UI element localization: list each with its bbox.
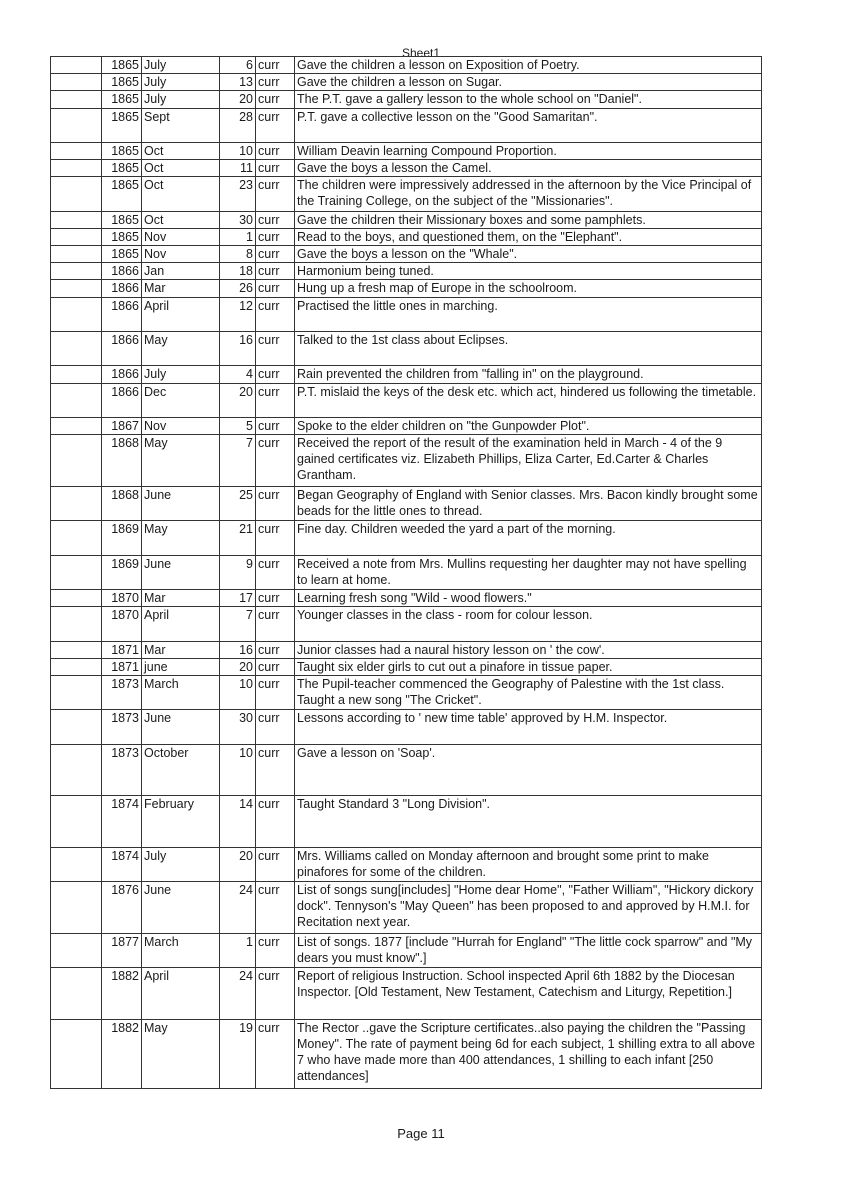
entry-cell: Gave the boys a lesson the Camel. (295, 160, 762, 177)
row-margin-cell (51, 607, 102, 641)
day-cell: 1 (220, 933, 256, 967)
table-row (51, 418, 762, 435)
entry-cell: Learning fresh song "Wild - wood flowers." (295, 589, 762, 606)
year-cell: 1870 (102, 607, 142, 641)
entry-cell: Began Geography of England with Senior classes. Mrs. Bacon kindly brought some beads for the little ones to thread. (295, 486, 762, 520)
month-cell: Mar (142, 641, 220, 658)
year-cell: 1866 (102, 297, 142, 331)
table-row (51, 228, 762, 245)
type-cell: curr (256, 589, 295, 606)
entry-cell: The children were impressively addressed in the afternoon by the Vice Principal of the Training College, on the subject of the "Missionaries". (295, 177, 762, 211)
row-margin-cell (51, 332, 102, 366)
row-margin-cell (51, 383, 102, 417)
month-cell: April (142, 607, 220, 641)
entry-cell: Taught six elder girls to cut out a pinafore in tissue paper. (295, 658, 762, 675)
entry-cell: Junior classes had a naural history lesson on ' the cow'. (295, 641, 762, 658)
type-cell: curr (256, 280, 295, 297)
type-cell: curr (256, 555, 295, 589)
entry-cell: Gave a lesson on 'Soap'. (295, 744, 762, 796)
row-margin-cell (51, 521, 102, 555)
type-cell: curr (256, 177, 295, 211)
type-cell: curr (256, 211, 295, 228)
table-row (51, 882, 762, 934)
year-cell: 1873 (102, 675, 142, 709)
entry-cell: List of songs sung[includes] "Home dear Home", "Father William", "Hickory dickory dock". Tennyson's "May Queen" has been proposed to and approved by H.M.I. for Recitation next year. (295, 882, 762, 934)
row-margin-cell (51, 486, 102, 520)
table-row (51, 933, 762, 967)
row-margin-cell (51, 57, 102, 74)
day-cell: 9 (220, 555, 256, 589)
day-cell: 20 (220, 847, 256, 881)
entry-cell: List of songs. 1877 [include "Hurrah for England" "The little cock sparrow" and "My dears you must know".] (295, 933, 762, 967)
day-cell: 17 (220, 589, 256, 606)
day-cell: 6 (220, 57, 256, 74)
type-cell: curr (256, 160, 295, 177)
month-cell: Nov (142, 228, 220, 245)
entry-cell: Received the report of the result of the examination held in March - 4 of the 9 gained certificates viz. Elizabeth Phillips, Eliza Carter, Ed.Carter & Charles Grantham. (295, 435, 762, 487)
type-cell: curr (256, 418, 295, 435)
row-margin-cell (51, 142, 102, 159)
day-cell: 20 (220, 383, 256, 417)
year-cell: 1865 (102, 228, 142, 245)
year-cell: 1866 (102, 263, 142, 280)
table-row (51, 91, 762, 108)
type-cell: curr (256, 1019, 295, 1088)
day-cell: 28 (220, 108, 256, 142)
row-margin-cell (51, 280, 102, 297)
year-cell: 1868 (102, 435, 142, 487)
type-cell: curr (256, 796, 295, 848)
table-row (51, 744, 762, 796)
table-row (51, 589, 762, 606)
type-cell: curr (256, 366, 295, 383)
year-cell: 1866 (102, 383, 142, 417)
table-row (51, 796, 762, 848)
month-cell: May (142, 435, 220, 487)
month-cell: March (142, 675, 220, 709)
year-cell: 1870 (102, 589, 142, 606)
entry-cell: Hung up a fresh map of Europe in the schoolroom. (295, 280, 762, 297)
row-margin-cell (51, 744, 102, 796)
row-margin-cell (51, 246, 102, 263)
month-cell: June (142, 710, 220, 744)
year-cell: 1882 (102, 968, 142, 1020)
month-cell: Jan (142, 263, 220, 280)
type-cell: curr (256, 383, 295, 417)
entry-cell: P.T. mislaid the keys of the desk etc. which act, hindered us following the timetable. (295, 383, 762, 417)
month-cell: July (142, 57, 220, 74)
day-cell: 4 (220, 366, 256, 383)
row-margin-cell (51, 263, 102, 280)
month-cell: Oct (142, 177, 220, 211)
month-cell: July (142, 366, 220, 383)
year-cell: 1874 (102, 796, 142, 848)
type-cell: curr (256, 91, 295, 108)
row-margin-cell (51, 675, 102, 709)
year-cell: 1873 (102, 744, 142, 796)
entry-cell: Harmonium being tuned. (295, 263, 762, 280)
table-row (51, 847, 762, 881)
month-cell: Mar (142, 280, 220, 297)
entry-cell: William Deavin learning Compound Proportion. (295, 142, 762, 159)
row-margin-cell (51, 160, 102, 177)
year-cell: 1865 (102, 57, 142, 74)
day-cell: 26 (220, 280, 256, 297)
month-cell: May (142, 521, 220, 555)
entry-cell: Gave the children a lesson on Exposition of Poetry. (295, 57, 762, 74)
month-cell: Oct (142, 160, 220, 177)
entry-cell: Fine day. Children weeded the yard a part of the morning. (295, 521, 762, 555)
day-cell: 10 (220, 744, 256, 796)
table-row (51, 968, 762, 1020)
row-margin-cell (51, 882, 102, 934)
table-row (51, 297, 762, 331)
month-cell: Dec (142, 383, 220, 417)
day-cell: 18 (220, 263, 256, 280)
type-cell: curr (256, 108, 295, 142)
entry-cell: Spoke to the elder children on "the Gunpowder Plot". (295, 418, 762, 435)
row-margin-cell (51, 555, 102, 589)
type-cell: curr (256, 57, 295, 74)
table-row (51, 366, 762, 383)
entry-cell: Report of religious Instruction. School inspected April 6th 1882 by the Diocesan Inspector. [Old Testament, New Testament, Catechism and Liturgy, Repetition.] (295, 968, 762, 1020)
row-margin-cell (51, 796, 102, 848)
month-cell: Sept (142, 108, 220, 142)
type-cell: curr (256, 658, 295, 675)
entry-cell: Gave the children a lesson on Sugar. (295, 74, 762, 91)
row-margin-cell (51, 658, 102, 675)
month-cell: May (142, 332, 220, 366)
type-cell: curr (256, 142, 295, 159)
table-row (51, 607, 762, 641)
year-cell: 1871 (102, 641, 142, 658)
row-margin-cell (51, 1019, 102, 1088)
day-cell: 12 (220, 297, 256, 331)
row-margin-cell (51, 91, 102, 108)
table-row (51, 142, 762, 159)
table-row (51, 1019, 762, 1088)
month-cell: July (142, 74, 220, 91)
entry-cell: Lessons according to ' new time table' approved by H.M. Inspector. (295, 710, 762, 744)
table-row (51, 675, 762, 709)
day-cell: 8 (220, 246, 256, 263)
year-cell: 1877 (102, 933, 142, 967)
table-row (51, 263, 762, 280)
row-margin-cell (51, 710, 102, 744)
year-cell: 1867 (102, 418, 142, 435)
type-cell: curr (256, 933, 295, 967)
day-cell: 10 (220, 142, 256, 159)
type-cell: curr (256, 297, 295, 331)
table-row (51, 177, 762, 211)
month-cell: July (142, 847, 220, 881)
month-cell: Nov (142, 246, 220, 263)
year-cell: 1865 (102, 142, 142, 159)
year-cell: 1865 (102, 160, 142, 177)
type-cell: curr (256, 607, 295, 641)
day-cell: 7 (220, 607, 256, 641)
year-cell: 1876 (102, 882, 142, 934)
year-cell: 1865 (102, 74, 142, 91)
entry-cell: Practised the little ones in marching. (295, 297, 762, 331)
logbook-table (50, 56, 762, 1089)
entry-cell: P.T. gave a collective lesson on the "Good Samaritan". (295, 108, 762, 142)
month-cell: April (142, 297, 220, 331)
year-cell: 1866 (102, 280, 142, 297)
entry-cell: The Rector ..gave the Scripture certificates..also paying the children the "Passing Money". The rate of payment being 6d for each subject, 1 shilling extra to all above 7 who have made more than 400 attendances, 1 shilling to each infant [250 attendances] (295, 1019, 762, 1088)
entry-cell: The P.T. gave a gallery lesson to the whole school on "Daniel". (295, 91, 762, 108)
table-row (51, 160, 762, 177)
day-cell: 16 (220, 332, 256, 366)
page-number: Page 11 (397, 1126, 445, 1141)
day-cell: 24 (220, 882, 256, 934)
entry-cell: Received a note from Mrs. Mullins requesting her daughter may not have spelling to learn at home. (295, 555, 762, 589)
row-margin-cell (51, 211, 102, 228)
month-cell: April (142, 968, 220, 1020)
year-cell: 1865 (102, 91, 142, 108)
day-cell: 30 (220, 710, 256, 744)
day-cell: 23 (220, 177, 256, 211)
row-margin-cell (51, 74, 102, 91)
table-row (51, 246, 762, 263)
type-cell: curr (256, 435, 295, 487)
year-cell: 1865 (102, 211, 142, 228)
row-margin-cell (51, 297, 102, 331)
day-cell: 20 (220, 658, 256, 675)
month-cell: june (142, 658, 220, 675)
day-cell: 13 (220, 74, 256, 91)
table-row (51, 435, 762, 487)
month-cell: Oct (142, 211, 220, 228)
year-cell: 1865 (102, 108, 142, 142)
table-row (51, 641, 762, 658)
row-margin-cell (51, 228, 102, 245)
row-margin-cell (51, 435, 102, 487)
table-row (51, 521, 762, 555)
day-cell: 24 (220, 968, 256, 1020)
table-row (51, 486, 762, 520)
row-margin-cell (51, 177, 102, 211)
month-cell: May (142, 1019, 220, 1088)
entry-cell: Rain prevented the children from "falling in" on the playground. (295, 366, 762, 383)
year-cell: 1866 (102, 332, 142, 366)
month-cell: June (142, 486, 220, 520)
type-cell: curr (256, 675, 295, 709)
day-cell: 10 (220, 675, 256, 709)
entry-cell: The Pupil-teacher commenced the Geography of Palestine with the 1st class. Taught a new song "The Cricket". (295, 675, 762, 709)
month-cell: Mar (142, 589, 220, 606)
day-cell: 19 (220, 1019, 256, 1088)
year-cell: 1869 (102, 555, 142, 589)
day-cell: 20 (220, 91, 256, 108)
day-cell: 7 (220, 435, 256, 487)
month-cell: Oct (142, 142, 220, 159)
type-cell: curr (256, 744, 295, 796)
row-margin-cell (51, 847, 102, 881)
year-cell: 1874 (102, 847, 142, 881)
month-cell: June (142, 555, 220, 589)
year-cell: 1873 (102, 710, 142, 744)
entry-cell: Gave the children their Missionary boxes and some pamphlets. (295, 211, 762, 228)
year-cell: 1865 (102, 177, 142, 211)
type-cell: curr (256, 332, 295, 366)
type-cell: curr (256, 228, 295, 245)
type-cell: curr (256, 263, 295, 280)
year-cell: 1868 (102, 486, 142, 520)
row-margin-cell (51, 366, 102, 383)
day-cell: 1 (220, 228, 256, 245)
month-cell: July (142, 91, 220, 108)
month-cell: June (142, 882, 220, 934)
type-cell: curr (256, 486, 295, 520)
type-cell: curr (256, 246, 295, 263)
table-row (51, 280, 762, 297)
entry-cell: Talked to the 1st class about Eclipses. (295, 332, 762, 366)
type-cell: curr (256, 641, 295, 658)
table-row (51, 332, 762, 366)
day-cell: 25 (220, 486, 256, 520)
day-cell: 11 (220, 160, 256, 177)
day-cell: 5 (220, 418, 256, 435)
year-cell: 1882 (102, 1019, 142, 1088)
month-cell: March (142, 933, 220, 967)
year-cell: 1871 (102, 658, 142, 675)
type-cell: curr (256, 847, 295, 881)
year-cell: 1865 (102, 246, 142, 263)
table-row (51, 108, 762, 142)
type-cell: curr (256, 74, 295, 91)
table-row (51, 211, 762, 228)
entry-cell: Younger classes in the class - room for colour lesson. (295, 607, 762, 641)
table-row (51, 555, 762, 589)
year-cell: 1866 (102, 366, 142, 383)
type-cell: curr (256, 521, 295, 555)
entry-cell: Gave the boys a lesson on the "Whale". (295, 246, 762, 263)
day-cell: 16 (220, 641, 256, 658)
row-margin-cell (51, 933, 102, 967)
day-cell: 21 (220, 521, 256, 555)
table-row (51, 710, 762, 744)
row-margin-cell (51, 108, 102, 142)
day-cell: 30 (220, 211, 256, 228)
table-row (51, 74, 762, 91)
month-cell: October (142, 744, 220, 796)
row-margin-cell (51, 589, 102, 606)
table-row (51, 57, 762, 74)
sheet-name: Sheet1 (401, 46, 441, 60)
month-cell: February (142, 796, 220, 848)
type-cell: curr (256, 710, 295, 744)
type-cell: curr (256, 968, 295, 1020)
table-row (51, 658, 762, 675)
table-row (51, 383, 762, 417)
row-margin-cell (51, 641, 102, 658)
entry-cell: Mrs. Williams called on Monday afternoon and brought some print to make pinafores for some of the children. (295, 847, 762, 881)
type-cell: curr (256, 882, 295, 934)
entry-cell: Taught Standard 3 "Long Division". (295, 796, 762, 848)
row-margin-cell (51, 968, 102, 1020)
month-cell: Nov (142, 418, 220, 435)
day-cell: 14 (220, 796, 256, 848)
row-margin-cell (51, 418, 102, 435)
entry-cell: Read to the boys, and questioned them, on the "Elephant". (295, 228, 762, 245)
logbook-body (51, 57, 762, 1089)
year-cell: 1869 (102, 521, 142, 555)
